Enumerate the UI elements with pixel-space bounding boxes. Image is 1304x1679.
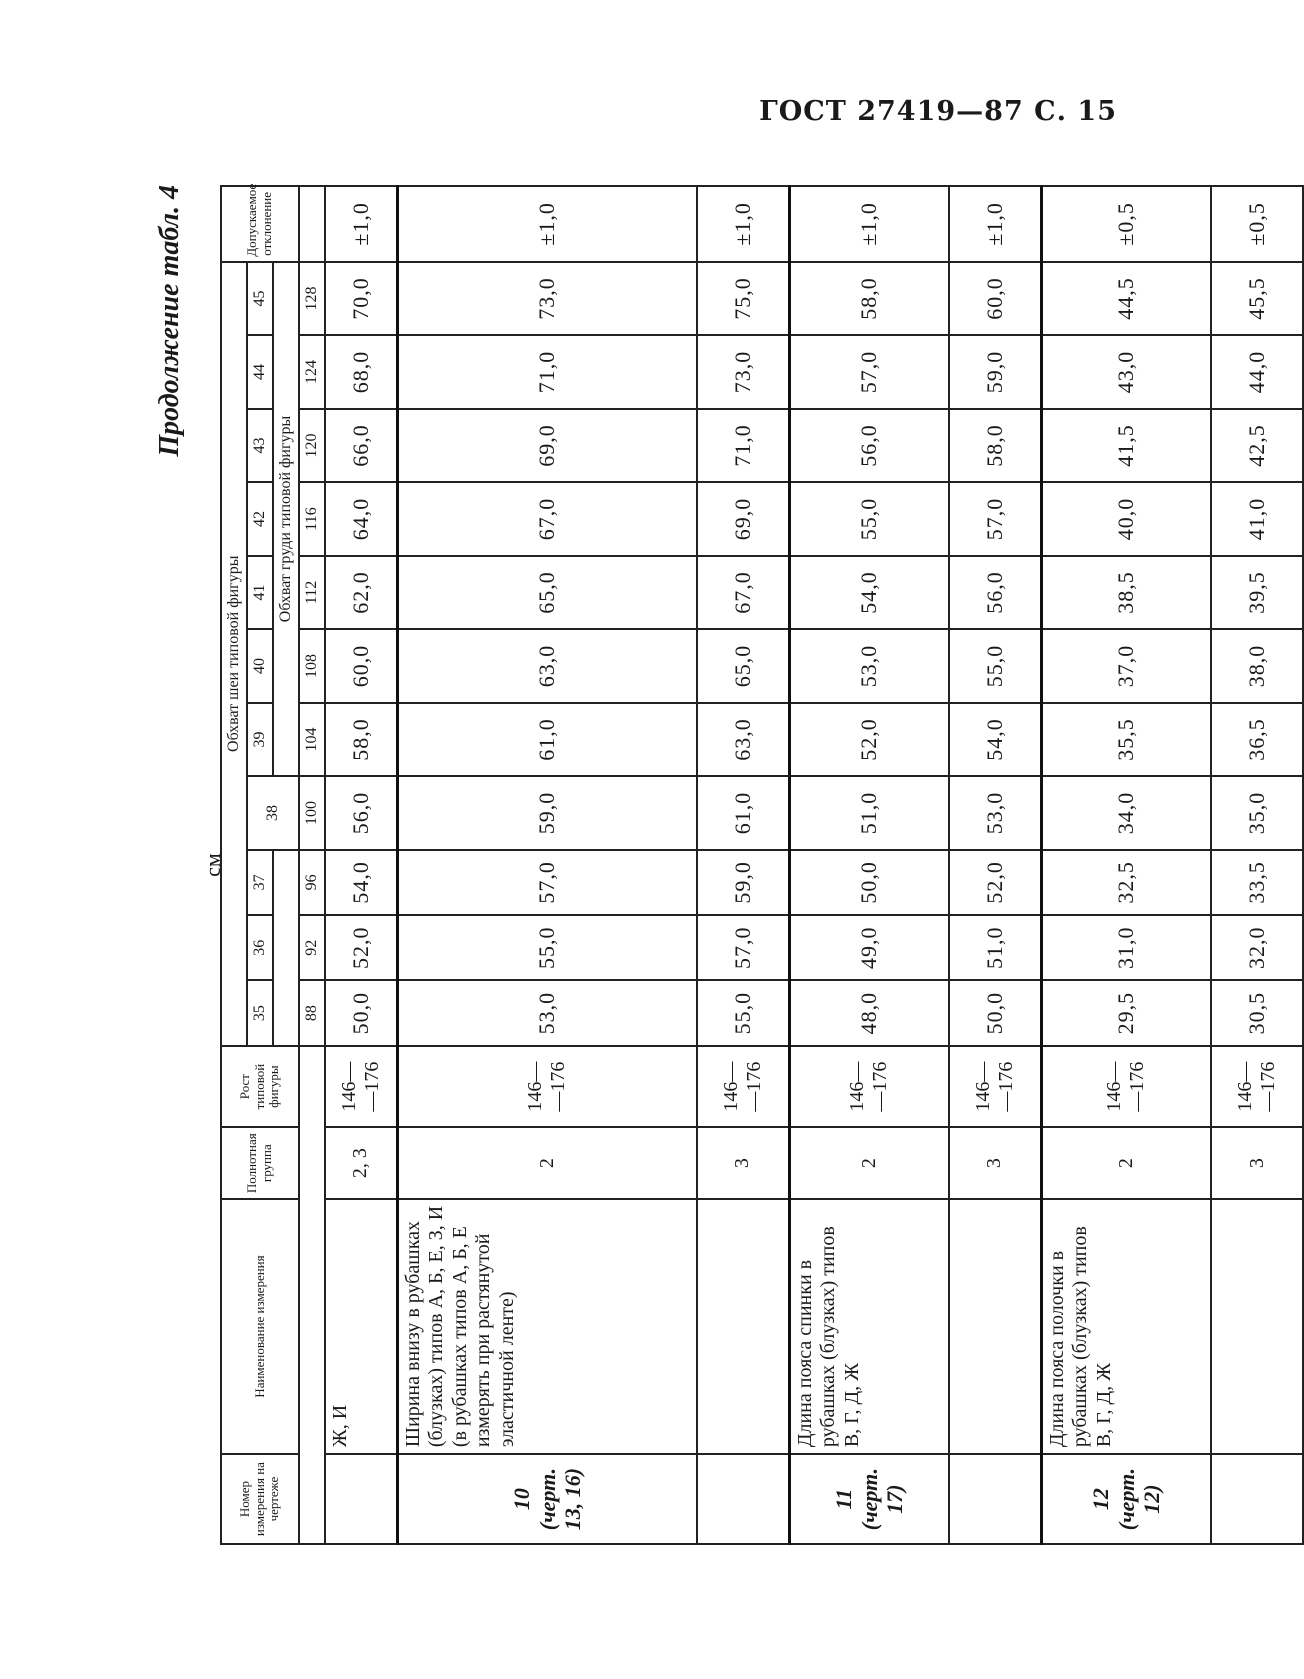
size-value: 41,5 xyxy=(1041,409,1211,483)
chest-size: 88 xyxy=(299,980,325,1045)
size-value: 42,5 xyxy=(1211,409,1303,483)
table-row xyxy=(397,186,697,1544)
page-header: ГОСТ 27419—87 С. 15 xyxy=(759,96,1117,127)
size-value: 60,0 xyxy=(325,629,397,703)
chest-size: 96 xyxy=(299,850,325,915)
header-name: Наименование измерения xyxy=(221,1199,299,1454)
size-value: 65,0 xyxy=(397,556,697,630)
measurement-name: Длина пояса спинки в рубашках (блузках) типов В, Г, Д, Ж xyxy=(789,1199,949,1454)
size-value: 59,0 xyxy=(397,776,697,850)
measurement-number: 11 (черт. 17) xyxy=(789,1454,949,1544)
table-row xyxy=(949,186,1041,1544)
size-value: 61,0 xyxy=(397,703,697,777)
size-value: 41,0 xyxy=(1211,482,1303,556)
neck-size: 42 xyxy=(247,482,273,556)
measurement-number: 12 (черт. 12) xyxy=(1041,1454,1211,1544)
size-value: 59,0 xyxy=(697,850,789,915)
neck-size: 35 xyxy=(247,980,273,1045)
chest-size: 120 xyxy=(299,409,325,483)
size-value: 44,5 xyxy=(1041,262,1211,336)
size-value: 50,0 xyxy=(325,980,397,1045)
neck-size: 44 xyxy=(247,335,273,409)
size-value: 56,0 xyxy=(949,556,1041,630)
size-value: 55,0 xyxy=(789,482,949,556)
size-value: 69,0 xyxy=(697,482,789,556)
measurement-number xyxy=(697,1454,789,1544)
size-value: 34,0 xyxy=(1041,776,1211,850)
size-value: 73,0 xyxy=(697,335,789,409)
tolerance-value: ±0,5 xyxy=(1211,186,1303,262)
size-value: 38,5 xyxy=(1041,556,1211,630)
size-value: 61,0 xyxy=(697,776,789,850)
measurement-number xyxy=(1211,1454,1303,1544)
size-value: 69,0 xyxy=(397,409,697,483)
size-value: 37,0 xyxy=(1041,629,1211,703)
size-value: 57,0 xyxy=(397,850,697,915)
rotated-table-block xyxy=(154,183,1279,1545)
size-value: 44,0 xyxy=(1211,335,1303,409)
size-value: 33,5 xyxy=(1211,850,1303,915)
size-value: 66,0 xyxy=(325,409,397,483)
size-value: 35,0 xyxy=(1211,776,1303,850)
size-value: 48,0 xyxy=(789,980,949,1045)
neck-size: 40 xyxy=(247,629,273,703)
fullness-group: 2 xyxy=(1041,1127,1211,1198)
size-value: 71,0 xyxy=(697,409,789,483)
header-chest-group: Обхват груди типовой фигуры xyxy=(273,262,299,777)
size-value: 30,5 xyxy=(1211,980,1303,1045)
size-value: 35,5 xyxy=(1041,703,1211,777)
measurement-name: Ширина внизу в рубашках (блузках) типов А, Б, Е, З, И (в рубашках типов А, Б, Е измерять при растянутой эластичной ленте) xyxy=(397,1199,697,1454)
size-value: 53,0 xyxy=(789,629,949,703)
measurement-number xyxy=(949,1454,1041,1544)
size-value: 68,0 xyxy=(325,335,397,409)
figure-height: 146— —176 xyxy=(949,1046,1041,1128)
fullness-group: 3 xyxy=(1211,1127,1303,1198)
size-value: 45,5 xyxy=(1211,262,1303,336)
chest-size: 104 xyxy=(299,703,325,777)
tolerance-value: ±1,0 xyxy=(789,186,949,262)
neck-size: 39 xyxy=(247,703,273,777)
figure-height: 146— —176 xyxy=(397,1046,697,1128)
header-neck-group: Обхват шеи типовой фигуры xyxy=(221,262,247,1046)
header-group: Полнотная группа xyxy=(221,1127,299,1198)
fullness-group: 2, 3 xyxy=(325,1127,397,1198)
measurement-table xyxy=(220,185,1304,1545)
fullness-group: 2 xyxy=(397,1127,697,1198)
tolerance-value: ±1,0 xyxy=(397,186,697,262)
size-value: 55,0 xyxy=(397,915,697,980)
neck-size: 45 xyxy=(247,262,273,336)
size-value: 65,0 xyxy=(697,629,789,703)
size-value: 55,0 xyxy=(949,629,1041,703)
unit-label: см xyxy=(200,853,225,877)
tolerance-value: ±1,0 xyxy=(325,186,397,262)
size-value: 58,0 xyxy=(949,409,1041,483)
size-value: 57,0 xyxy=(697,915,789,980)
size-value: 55,0 xyxy=(697,980,789,1045)
size-value: 51,0 xyxy=(789,776,949,850)
header-number: Номер измерения на чертеже xyxy=(221,1454,299,1544)
size-value: 31,0 xyxy=(1041,915,1211,980)
table-row xyxy=(325,186,397,1544)
size-value: 52,0 xyxy=(949,850,1041,915)
size-value: 73,0 xyxy=(397,262,697,336)
size-value: 58,0 xyxy=(325,703,397,777)
neck-size: 38 xyxy=(247,776,299,850)
tolerance-value: ±0,5 xyxy=(1041,186,1211,262)
size-value: 59,0 xyxy=(949,335,1041,409)
size-value: 71,0 xyxy=(397,335,697,409)
measurement-name xyxy=(697,1199,789,1454)
size-value: 56,0 xyxy=(789,409,949,483)
size-value: 29,5 xyxy=(1041,980,1211,1045)
figure-height: 146— —176 xyxy=(1211,1046,1303,1128)
measurement-name xyxy=(1211,1199,1303,1454)
table-row xyxy=(1041,186,1211,1544)
measurement-number: 10 (черт. 13, 16) xyxy=(397,1454,697,1544)
fullness-group: 3 xyxy=(697,1127,789,1198)
size-value: 36,5 xyxy=(1211,703,1303,777)
chest-size: 92 xyxy=(299,915,325,980)
measurement-number xyxy=(325,1454,397,1544)
chest-size: 116 xyxy=(299,482,325,556)
table-row xyxy=(1211,186,1303,1544)
fullness-group: 3 xyxy=(949,1127,1041,1198)
neck-size: 37 xyxy=(247,850,273,915)
chest-size: 124 xyxy=(299,335,325,409)
header-chest-sizes xyxy=(299,186,325,1544)
size-value: 56,0 xyxy=(325,776,397,850)
size-value: 39,5 xyxy=(1211,556,1303,630)
size-value: 53,0 xyxy=(397,980,697,1045)
size-value: 67,0 xyxy=(397,482,697,556)
chest-size: 108 xyxy=(299,629,325,703)
chest-size: 128 xyxy=(299,262,325,336)
figure-height: 146— —176 xyxy=(1041,1046,1211,1128)
figure-height: 146— —176 xyxy=(789,1046,949,1128)
size-value: 52,0 xyxy=(789,703,949,777)
neck-size: 36 xyxy=(247,915,273,980)
size-value: 32,0 xyxy=(1211,915,1303,980)
neck-size: 41 xyxy=(247,556,273,630)
figure-height: 146— —176 xyxy=(325,1046,397,1128)
size-value: 64,0 xyxy=(325,482,397,556)
neck-size: 43 xyxy=(247,409,273,483)
size-value: 43,0 xyxy=(1041,335,1211,409)
fullness-group: 2 xyxy=(789,1127,949,1198)
size-value: 70,0 xyxy=(325,262,397,336)
table-row xyxy=(789,186,949,1544)
size-value: 75,0 xyxy=(697,262,789,336)
table-row xyxy=(697,186,789,1544)
table-caption: Продолжение табл. 4 xyxy=(154,185,185,457)
measurement-name xyxy=(949,1199,1041,1454)
size-value: 54,0 xyxy=(949,703,1041,777)
chest-size: 112 xyxy=(299,556,325,630)
table-body xyxy=(325,186,1303,1544)
tolerance-value: ±1,0 xyxy=(949,186,1041,262)
size-value: 50,0 xyxy=(789,850,949,915)
chest-size: 100 xyxy=(299,776,325,850)
size-value: 49,0 xyxy=(789,915,949,980)
measurement-name: Длина пояса полочки в рубашках (блузках) типов В, Г, Д, Ж xyxy=(1041,1199,1211,1454)
size-value: 67,0 xyxy=(697,556,789,630)
size-value: 53,0 xyxy=(949,776,1041,850)
header-height: Рост типовой фигуры xyxy=(221,1046,299,1128)
figure-height: 146— —176 xyxy=(697,1046,789,1128)
size-value: 40,0 xyxy=(1041,482,1211,556)
size-value: 57,0 xyxy=(949,482,1041,556)
size-value: 38,0 xyxy=(1211,629,1303,703)
size-value: 54,0 xyxy=(789,556,949,630)
size-value: 51,0 xyxy=(949,915,1041,980)
size-value: 60,0 xyxy=(949,262,1041,336)
size-value: 63,0 xyxy=(397,629,697,703)
size-value: 54,0 xyxy=(325,850,397,915)
size-value: 57,0 xyxy=(789,335,949,409)
measurement-name: Ж, И xyxy=(325,1199,397,1454)
size-value: 58,0 xyxy=(789,262,949,336)
tolerance-value: ±1,0 xyxy=(697,186,789,262)
size-value: 63,0 xyxy=(697,703,789,777)
size-value: 52,0 xyxy=(325,915,397,980)
size-value: 62,0 xyxy=(325,556,397,630)
size-value: 50,0 xyxy=(949,980,1041,1045)
header-tolerance: Допускаемое отклонение xyxy=(221,186,299,262)
size-value: 32,5 xyxy=(1041,850,1211,915)
